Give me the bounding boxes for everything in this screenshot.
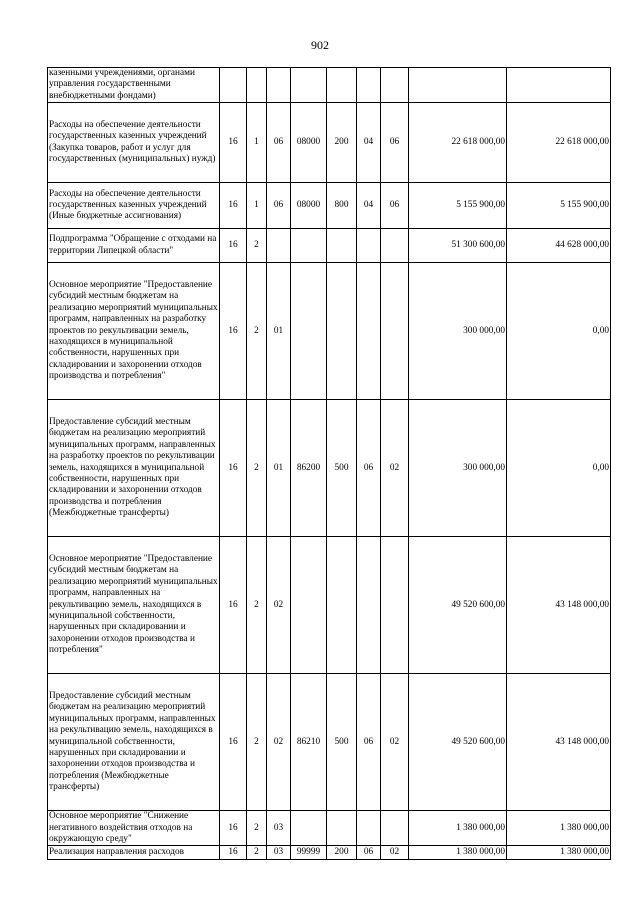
cell-c7: 06 bbox=[381, 103, 409, 183]
cell-c3 bbox=[267, 68, 291, 103]
cell-c2: 2 bbox=[247, 400, 267, 537]
cell-c6: 06 bbox=[357, 674, 381, 811]
table-row bbox=[48, 811, 611, 846]
table-row bbox=[48, 68, 611, 103]
cell-c6 bbox=[357, 263, 381, 400]
cell-sum1: 22 618 000,00 bbox=[409, 103, 507, 183]
cell-sum1: 300 000,00 bbox=[409, 400, 507, 537]
table-row bbox=[48, 537, 611, 674]
table-row bbox=[48, 103, 611, 183]
cell-name: Расходы на обеспечение деятельности государственных казенных учреждений (Закупка товаров, работ и услуг для государственных (муниципальных) нужд) bbox=[48, 103, 220, 183]
cell-sum1: 51 300 600,00 bbox=[409, 229, 507, 263]
cell-c7 bbox=[381, 263, 409, 400]
cell-c5: 500 bbox=[327, 674, 357, 811]
cell-c5 bbox=[327, 537, 357, 674]
cell-c7: 02 bbox=[381, 400, 409, 537]
cell-c5: 200 bbox=[327, 103, 357, 183]
table-row bbox=[48, 846, 611, 860]
cell-name: Основное мероприятие "Предоставление субсидий местным бюджетам на реализацию мероприятий муниципальных программ, направленных на разработку проектов по рекультивации земель, находящихся в муниципальной собственности, нарушенных при складировании и захоронении отходов производства и потребления" bbox=[48, 263, 220, 400]
cell-c4 bbox=[291, 68, 327, 103]
cell-c1: 16 bbox=[220, 846, 247, 860]
cell-name: Основное мероприятие "Снижение негативного воздействия отходов на окружающую среду" bbox=[48, 811, 220, 846]
cell-c7 bbox=[381, 68, 409, 103]
cell-c5 bbox=[327, 263, 357, 400]
cell-c1 bbox=[220, 68, 247, 103]
cell-name: Подпрограмма "Обращение с отходами на территории Липецкой области" bbox=[48, 229, 220, 263]
cell-c2: 2 bbox=[247, 846, 267, 860]
cell-c6 bbox=[357, 537, 381, 674]
cell-c5 bbox=[327, 811, 357, 846]
cell-c4 bbox=[291, 811, 327, 846]
table-row bbox=[48, 263, 611, 400]
table-row bbox=[48, 400, 611, 537]
cell-c6 bbox=[357, 229, 381, 263]
cell-c4: 86200 bbox=[291, 400, 327, 537]
cell-sum1: 1 380 000,00 bbox=[409, 811, 507, 846]
table-row bbox=[48, 183, 611, 229]
cell-c2: 2 bbox=[247, 263, 267, 400]
cell-sum1: 5 155 900,00 bbox=[409, 183, 507, 229]
page-number: 902 bbox=[311, 38, 329, 52]
cell-c1: 16 bbox=[220, 674, 247, 811]
cell-name: Основное мероприятие "Предоставление субсидий местным бюджетам на реализацию мероприятий муниципальных программ, направленных на рекультивацию земель, находящихся в муниципальной собственности, нарушенных при складировании и захоронении отходов производства и потребления" bbox=[48, 537, 220, 674]
cell-c4: 86210 bbox=[291, 674, 327, 811]
cell-c2: 1 bbox=[247, 103, 267, 183]
cell-c6 bbox=[357, 811, 381, 846]
budget-table bbox=[47, 67, 611, 860]
cell-name: Реализация направления расходов bbox=[48, 846, 220, 860]
cell-c5 bbox=[327, 229, 357, 263]
cell-c2: 2 bbox=[247, 537, 267, 674]
cell-c3: 02 bbox=[267, 537, 291, 674]
cell-c1: 16 bbox=[220, 229, 247, 263]
cell-c1: 16 bbox=[220, 183, 247, 229]
cell-c3: 03 bbox=[267, 846, 291, 860]
budget-table-body bbox=[48, 68, 611, 860]
cell-sum2: 43 148 000,00 bbox=[507, 674, 611, 811]
cell-sum2: 43 148 000,00 bbox=[507, 537, 611, 674]
cell-c3: 02 bbox=[267, 674, 291, 811]
cell-name: Предоставление субсидий местным бюджетам на реализацию мероприятий муниципальных программ, направленных на разработку проектов по рекультивации земель, находящихся в муниципальной собственности, нарушенных при складировании и захоронении отходов производства и потребления (Межбюджетные трансферты) bbox=[48, 400, 220, 537]
cell-sum2: 22 618 000,00 bbox=[507, 103, 611, 183]
cell-c2: 2 bbox=[247, 229, 267, 263]
cell-sum1: 49 520 600,00 bbox=[409, 537, 507, 674]
cell-c3: 06 bbox=[267, 103, 291, 183]
cell-c4 bbox=[291, 537, 327, 674]
cell-c6: 06 bbox=[357, 400, 381, 537]
cell-c6: 04 bbox=[357, 183, 381, 229]
table-row bbox=[48, 674, 611, 811]
cell-c3: 01 bbox=[267, 263, 291, 400]
cell-c6 bbox=[357, 68, 381, 103]
cell-c4: 08000 bbox=[291, 103, 327, 183]
cell-sum1: 1 380 000,00 bbox=[409, 846, 507, 860]
cell-c2 bbox=[247, 68, 267, 103]
cell-c4 bbox=[291, 229, 327, 263]
cell-name: Предоставление субсидий местным бюджетам на реализацию мероприятий муниципальных программ, направленных на рекультивацию земель, находящихся в муниципальной собственности, нарушенных при складировании и захоронении отходов производства и потребления (Межбюджетные трансферты) bbox=[48, 674, 220, 811]
cell-sum2: 1 380 000,00 bbox=[507, 846, 611, 860]
cell-c5: 500 bbox=[327, 400, 357, 537]
cell-c7: 02 bbox=[381, 674, 409, 811]
cell-c4 bbox=[291, 263, 327, 400]
cell-c1: 16 bbox=[220, 811, 247, 846]
table-row bbox=[48, 229, 611, 263]
cell-c7 bbox=[381, 537, 409, 674]
cell-c5 bbox=[327, 68, 357, 103]
cell-sum1: 49 520 600,00 bbox=[409, 674, 507, 811]
cell-name: Расходы на обеспечение деятельности государственных казенных учреждений (Иные бюджетные ассигнования) bbox=[48, 183, 220, 229]
cell-c5: 800 bbox=[327, 183, 357, 229]
cell-c2: 2 bbox=[247, 811, 267, 846]
cell-name: казенными учреждениями, органами управления государственными внебюджетными фондами) bbox=[48, 68, 220, 103]
cell-sum2: 44 628 000,00 bbox=[507, 229, 611, 263]
cell-c6: 04 bbox=[357, 103, 381, 183]
cell-c1: 16 bbox=[220, 103, 247, 183]
cell-sum2: 0,00 bbox=[507, 400, 611, 537]
cell-c3: 03 bbox=[267, 811, 291, 846]
cell-sum1 bbox=[409, 68, 507, 103]
cell-c2: 2 bbox=[247, 674, 267, 811]
cell-c7: 06 bbox=[381, 183, 409, 229]
cell-c7 bbox=[381, 229, 409, 263]
cell-c4: 99999 bbox=[291, 846, 327, 860]
cell-c1: 16 bbox=[220, 263, 247, 400]
cell-c1: 16 bbox=[220, 400, 247, 537]
cell-sum1: 300 000,00 bbox=[409, 263, 507, 400]
cell-sum2: 0,00 bbox=[507, 263, 611, 400]
cell-c6: 06 bbox=[357, 846, 381, 860]
cell-c7 bbox=[381, 811, 409, 846]
cell-c3: 06 bbox=[267, 183, 291, 229]
cell-c3: 01 bbox=[267, 400, 291, 537]
cell-c1: 16 bbox=[220, 537, 247, 674]
cell-sum2: 1 380 000,00 bbox=[507, 811, 611, 846]
cell-c7: 02 bbox=[381, 846, 409, 860]
cell-sum2 bbox=[507, 68, 611, 103]
cell-c3 bbox=[267, 229, 291, 263]
cell-c5: 200 bbox=[327, 846, 357, 860]
cell-c2: 1 bbox=[247, 183, 267, 229]
cell-sum2: 5 155 900,00 bbox=[507, 183, 611, 229]
cell-c4: 08000 bbox=[291, 183, 327, 229]
